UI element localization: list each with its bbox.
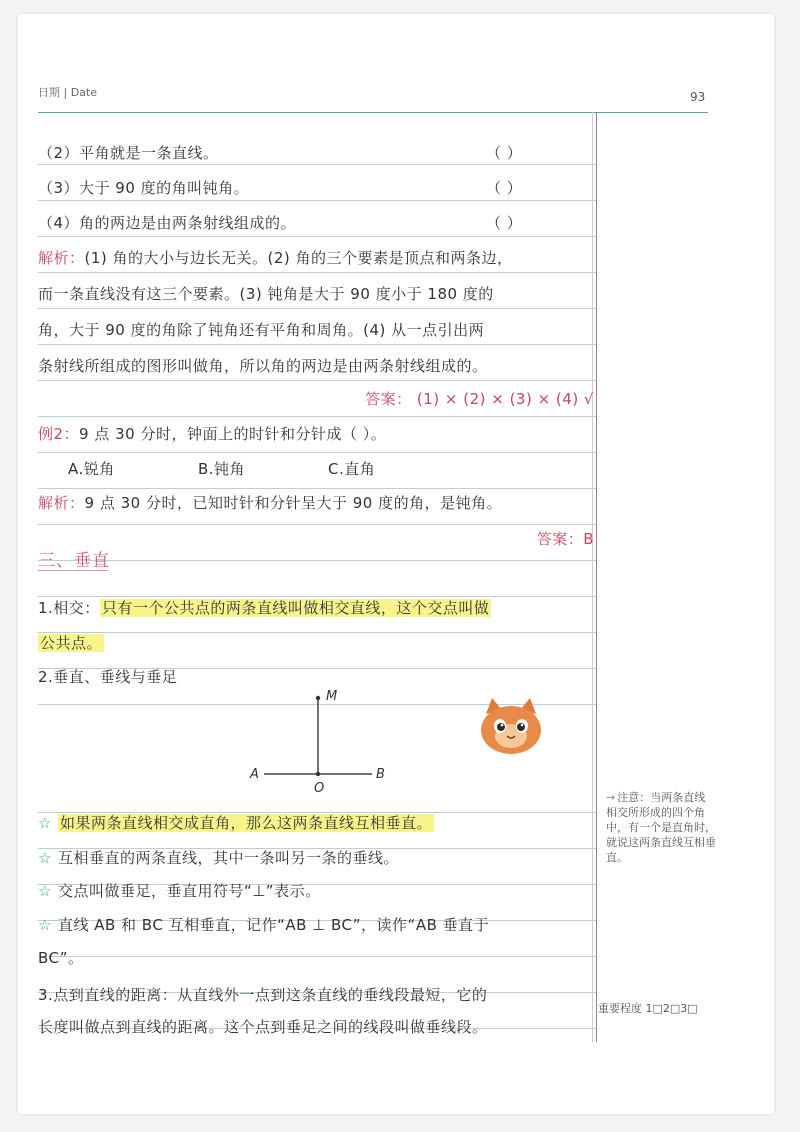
perpendicular-diagram <box>220 670 400 800</box>
analysis-1-line-3: 角，大于 90 度的角除了钝角还有平角和周角。(4) 从一点引出两 <box>38 321 485 339</box>
key-point-4-cont: BC”。 <box>38 949 84 967</box>
star-icon: ☆ <box>38 916 52 934</box>
margin-line <box>596 112 597 1042</box>
analysis-label: 解析： <box>38 249 85 267</box>
importance-rating: 重要程度 1□2□3□ <box>598 1002 698 1015</box>
sidebar-note: → 注意：当两条直线相交所形成的四个角中，有一个是直角时，就说这两条直线互相垂直。 <box>606 791 716 864</box>
point-o <box>316 772 320 776</box>
question-3: （3）大于 90 度的角叫钝角。 （ ） <box>38 179 523 197</box>
section-title: 三、垂直 <box>38 551 110 571</box>
arrow-right-icon: → <box>606 791 616 804</box>
label-a: A <box>250 767 259 782</box>
key-point-4: ☆ 直线 AB 和 BC 互相垂直，记作“AB ⊥ BC”，读作“AB 垂直于 <box>38 916 490 934</box>
example-2-options <box>38 458 594 479</box>
page-number: 93 <box>690 90 706 104</box>
item-3-line-1: 3.点到直线的距离：从直线外一点到这条直线的垂线段最短，它的 <box>38 986 488 1004</box>
label-b: B <box>376 767 385 782</box>
analysis-2: 解析：9 点 30 分时，已知时针和分针呈大于 90 度的角，是钝角。 <box>38 494 503 512</box>
item-1-line-1: 1.相交： 只有一个公共点的两条直线叫做相交直线，这个交点叫做 <box>38 599 490 617</box>
analysis-1-line-4: 条射线所组成的图形叫做角，所以角的两边是由两条射线组成的。 <box>38 357 488 375</box>
analysis-1-line-1: 解析：(1) 角的大小与边长无关。(2) 角的三个要素是顶点和两条边， <box>38 249 513 267</box>
star-icon: ☆ <box>38 849 52 867</box>
question-2: （2）平角就是一条直线。 （ ） <box>38 144 523 162</box>
option-c: C.直角 <box>328 460 376 478</box>
point-m <box>316 696 320 700</box>
key-point-3: ☆ 交点叫做垂足，垂直用符号“⊥”表示。 <box>38 882 321 900</box>
key-point-2: ☆ 互相垂直的两条直线，其中一条叫另一条的垂线。 <box>38 849 399 867</box>
star-icon: ☆ <box>38 882 52 900</box>
analysis-1-line-2: 而一条直线没有这三个要素。(3) 钝角是大于 90 度小于 180 度的 <box>38 285 494 303</box>
date-label: 日期 | Date <box>38 86 97 99</box>
cat-mascot-illustration <box>478 696 544 756</box>
item-1-line-2: 公共点。 <box>40 634 103 652</box>
example-2: 例2：9 点 30 分时，钟面上的时针和分针成（ ）。 <box>38 425 387 443</box>
item-2-heading: 2.垂直、垂线与垂足 <box>38 668 178 686</box>
question-4: （4）角的两边是由两条射线组成的。 （ ） <box>38 214 523 232</box>
item-3-line-2: 长度叫做点到直线的距离。这个点到垂足之间的线段叫做垂线段。 <box>38 1018 488 1036</box>
star-icon: ☆ <box>38 814 52 832</box>
top-rule <box>38 112 708 113</box>
section-underline <box>38 570 108 571</box>
key-point-1: ☆ 如果两条直线相交成直角，那么这两条直线互相垂直。 <box>38 814 432 832</box>
example-label: 例2： <box>38 425 80 443</box>
option-b: B.钝角 <box>198 460 246 478</box>
label-m: M <box>326 689 338 704</box>
label-o: O <box>314 781 325 796</box>
analysis-2-label: 解析： <box>38 494 85 512</box>
option-a: A.锐角 <box>68 460 115 478</box>
